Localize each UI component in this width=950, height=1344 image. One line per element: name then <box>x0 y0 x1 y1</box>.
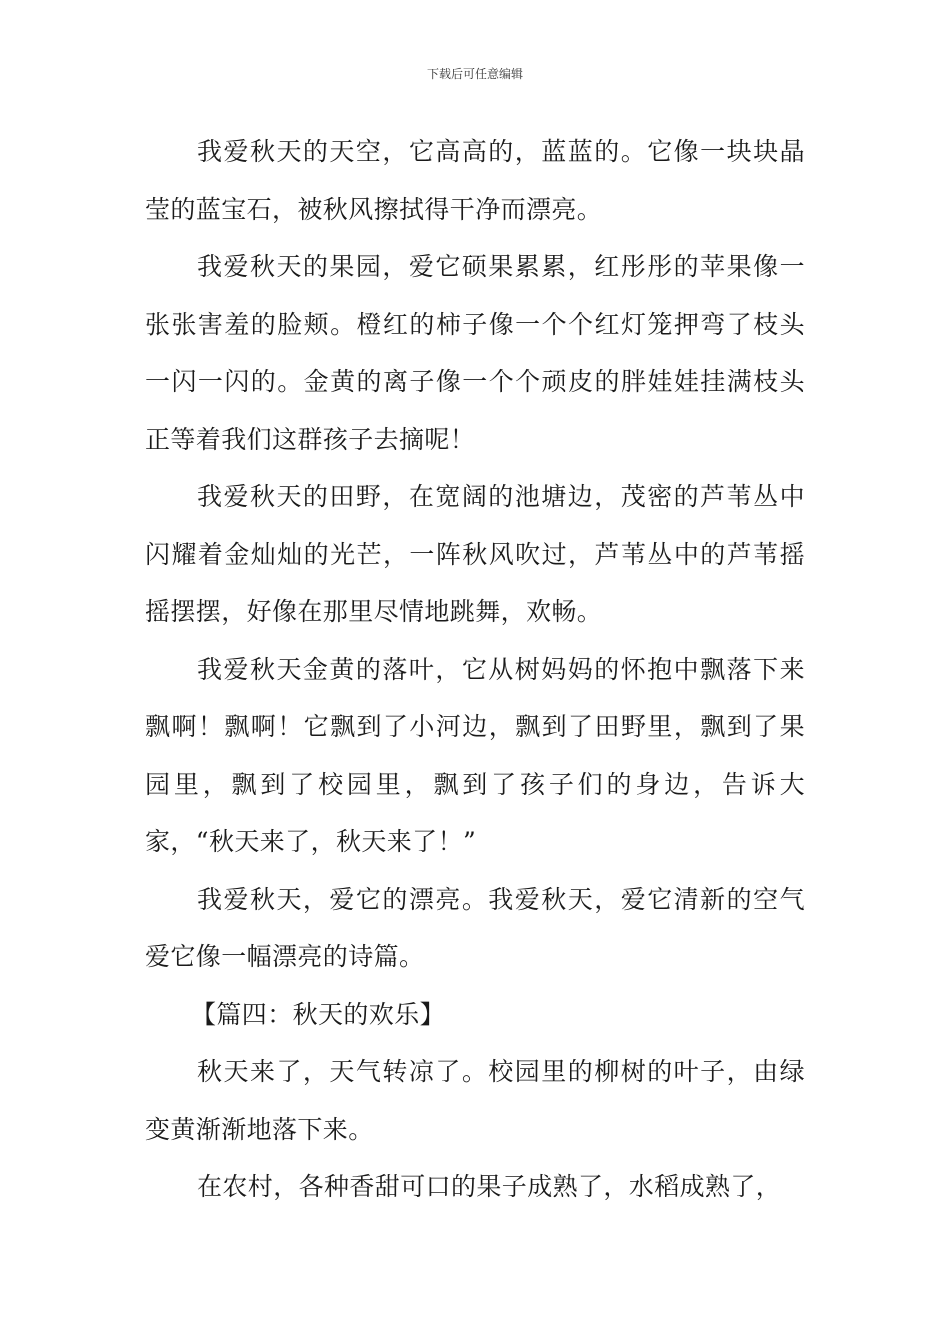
section-heading: 【篇四：秋天的欢乐】 <box>191 999 446 1029</box>
paragraph-autumn-arrives: 秋天来了，天气转凉了。校园里的柳树的叶子，由绿变黄渐渐地落下来。 <box>145 1057 805 1144</box>
paragraph-falling-leaves: 我爱秋天金黄的落叶，它从树妈妈的怀抱中飘落下来飘啊！飘啊！它飘到了小河边，飘到了田野里，飘到了果园里，飘到了校园里，飘到了孩子们的身边，告诉大家，“秋天来了，秋天来了！” <box>145 654 805 856</box>
document-body <box>145 123 805 1216</box>
paragraph-autumn-orchard: 我爱秋天的果园，爱它硕果累累，红彤彤的苹果像一张张害羞的脸颊。橙红的柿子像一个个红灯笼押弯了枝头一闪一闪的。金黄的离子像一个个顽皮的胖娃娃挂满枝头正等着我们这群孩子去摘呢！ <box>145 252 805 454</box>
paragraph-countryside: 在农村，各种香甜可口的果子成熟了，水稻成熟了， <box>197 1172 782 1201</box>
paragraph-autumn-sky: 我爱秋天的天空，它高高的，蓝蓝的。它像一块块晶莹的蓝宝石，被秋风擦拭得干净而漂亮。 <box>145 137 805 224</box>
paragraph-autumn-fields: 我爱秋天的田野，在宽阔的池塘边，茂密的芦苇丛中闪耀着金灿灿的光芒，一阵秋风吹过，芦苇丛中的芦苇摇摇摆摆，好像在那里尽情地跳舞，欢畅。 <box>145 482 805 626</box>
paragraph-love-autumn: 我爱秋天，爱它的漂亮。我爱秋天，爱它清新的空气爱它像一幅漂亮的诗篇。 <box>145 884 805 971</box>
header-note: 下载后可任意编辑 <box>426 67 523 81</box>
